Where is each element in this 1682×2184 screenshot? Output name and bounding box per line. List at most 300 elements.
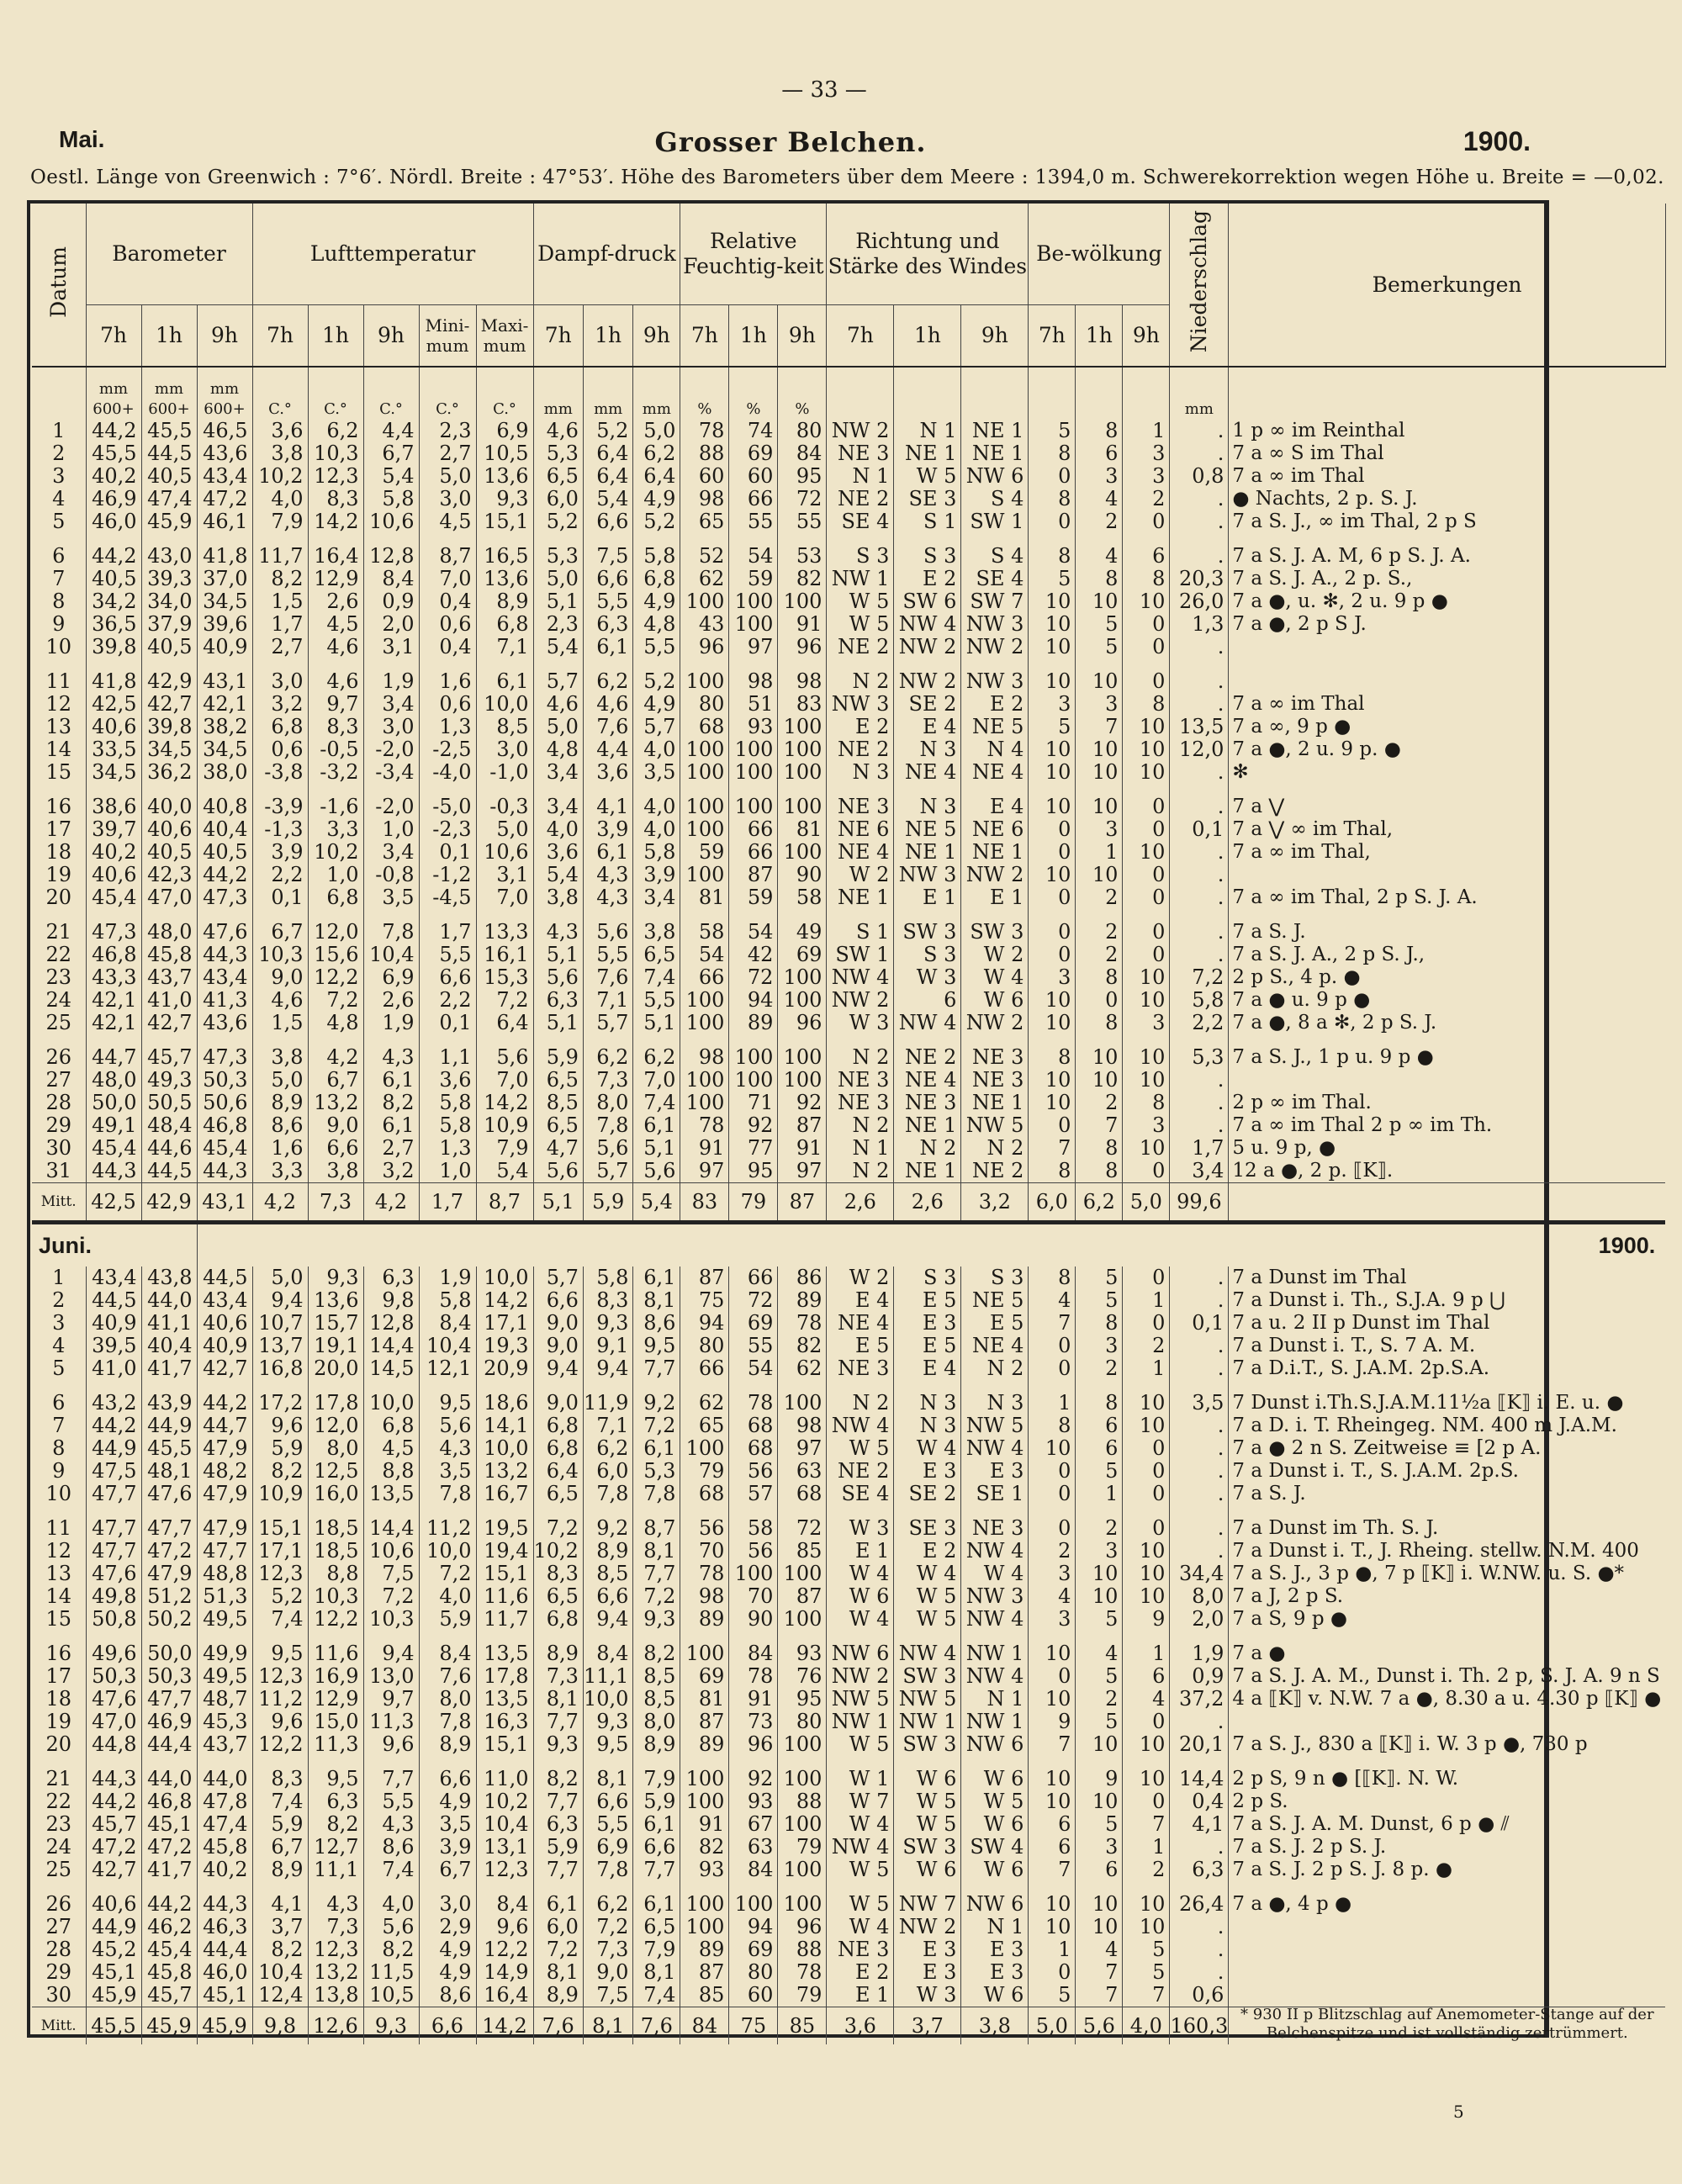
value-cell: 100	[680, 1893, 729, 1916]
value-cell: 7,2	[633, 1585, 680, 1608]
datum-cell: 21	[32, 921, 86, 944]
value-cell: 5,4	[533, 636, 583, 658]
value-cell: NW 2	[894, 636, 961, 658]
datum-cell: 24	[32, 1836, 86, 1859]
remark-cell: ✻	[1232, 761, 1249, 783]
value-cell: 8,1	[633, 1289, 680, 1312]
value-cell: 59	[729, 568, 778, 590]
value-cell: 95	[778, 1688, 827, 1711]
value-cell: 4,0	[533, 818, 583, 841]
value-cell: 3,9	[583, 818, 632, 841]
value-cell: 0	[1029, 1483, 1076, 1505]
value-cell: 50,3	[86, 1665, 141, 1688]
remark-cell: ● Nachts, 2 p. S. J.	[1232, 488, 1418, 510]
value-cell: 0	[1123, 864, 1170, 886]
value-cell: 88	[680, 442, 729, 465]
value-cell: 2,7	[363, 1137, 419, 1160]
value-cell: 6,2	[308, 420, 363, 442]
value-cell: 9,0	[583, 1961, 632, 1984]
value-cell: 81	[680, 1688, 729, 1711]
value-cell: 5	[1076, 1460, 1123, 1483]
table-row	[32, 1813, 1665, 1836]
value-cell: 5	[1029, 1984, 1076, 2007]
value-cell: 0	[1029, 465, 1076, 488]
value-cell: W 2	[827, 864, 894, 886]
value-cell: 0,6	[419, 613, 476, 636]
value-cell: 5,8	[419, 1114, 476, 1137]
value-cell: 12,4	[252, 1984, 308, 2007]
value-cell: 10,2	[476, 1790, 533, 1813]
feuchtigkeit-header: Relative Feuchtig-keit	[680, 204, 827, 305]
value-cell: 5	[1076, 1608, 1123, 1631]
value-cell: NW 4	[961, 1540, 1029, 1563]
value-cell: 3,8	[252, 1046, 308, 1069]
value-cell: 40,4	[141, 1335, 197, 1357]
value-cell: NE 1	[894, 1114, 961, 1137]
value-cell: 4,0	[633, 818, 680, 841]
value-cell: 10	[1123, 1733, 1170, 1756]
value-cell: 91	[778, 613, 827, 636]
datum-cell: 29	[32, 1961, 86, 1984]
time-header: 9h	[363, 305, 419, 368]
units-row	[32, 367, 1665, 420]
value-cell: 100	[729, 796, 778, 818]
value-cell: 47,6	[141, 1483, 197, 1505]
group-gap	[32, 909, 1665, 921]
value-cell: 4,6	[308, 636, 363, 658]
value-cell: 44,9	[141, 1415, 197, 1437]
remark-cell: 7 a S. J. A. M. Dunst, 6 p ● ⫽	[1232, 1813, 1510, 1835]
value-cell: .	[1170, 1114, 1229, 1137]
value-cell: 0	[1029, 1665, 1076, 1688]
value-cell: 70	[729, 1585, 778, 1608]
table-row	[32, 545, 1665, 568]
value-cell: 6,1	[633, 1893, 680, 1916]
value-cell: 2,0	[1170, 1608, 1229, 1631]
value-cell: 5,4	[533, 864, 583, 886]
table-row	[32, 761, 1665, 784]
value-cell: 11,3	[308, 1733, 363, 1756]
value-cell: 45,5	[141, 1437, 197, 1460]
value-cell: 44,3	[197, 944, 252, 966]
remark-cell: 2 p ∞ im Thal.	[1232, 1092, 1372, 1113]
value-cell: 2	[1123, 1335, 1170, 1357]
time-header: 1h	[1076, 305, 1123, 368]
value-cell: 8,5	[583, 1563, 632, 1585]
remark-cell: 7 a S. J. A. M, 6 p S. J. A.	[1232, 545, 1471, 567]
value-cell: 10	[1029, 761, 1076, 784]
value-cell: 0	[1029, 1335, 1076, 1357]
value-cell: 69	[729, 442, 778, 465]
value-cell: 0	[1123, 613, 1170, 636]
value-cell: NW 5	[961, 1415, 1029, 1437]
value-cell: 89	[680, 1938, 729, 1961]
value-cell: E 5	[827, 1335, 894, 1357]
value-cell: .	[1170, 796, 1229, 818]
value-cell: 36,2	[141, 761, 197, 784]
value-cell: E 5	[894, 1289, 961, 1312]
value-cell: 100	[778, 1392, 827, 1415]
value-cell: 4,2	[308, 1046, 363, 1069]
value-cell: 99,6	[1170, 1183, 1229, 1223]
value-cell: 41,0	[86, 1357, 141, 1380]
value-cell: 44,4	[197, 1938, 252, 1961]
value-cell: 33,5	[86, 738, 141, 761]
value-cell: 7,7	[363, 1768, 419, 1790]
value-cell: 44,3	[86, 1768, 141, 1790]
value-cell: 5,8	[419, 1092, 476, 1114]
value-cell: 4	[1076, 1938, 1123, 1961]
value-cell: NE 1	[894, 841, 961, 864]
value-cell: 68	[729, 1415, 778, 1437]
value-cell: 0	[1029, 921, 1076, 944]
value-cell: 2,3	[533, 613, 583, 636]
value-cell: NE 6	[961, 818, 1029, 841]
value-cell: 83	[680, 1183, 729, 1223]
time-header: 7h	[86, 305, 141, 368]
value-cell: 50,3	[141, 1665, 197, 1688]
datum-cell: Mitt.	[32, 1183, 86, 1223]
value-cell: 8	[1029, 1046, 1076, 1069]
value-cell: 40,2	[86, 841, 141, 864]
value-cell: 5,4	[476, 1160, 533, 1183]
value-cell: .	[1170, 636, 1229, 658]
unit-cell	[1076, 367, 1123, 420]
value-cell: 88	[778, 1790, 827, 1813]
value-cell: 12,8	[363, 1312, 419, 1335]
value-cell: SW 3	[894, 1836, 961, 1859]
datum-cell: 7	[32, 568, 86, 590]
value-cell: 2,0	[363, 613, 419, 636]
value-cell: 8,6	[252, 1114, 308, 1137]
value-cell: 55	[778, 510, 827, 533]
value-cell: NE 3	[961, 1046, 1029, 1069]
remark-cell: 7 a D. i. T. Rheingeg. NM. 400 m J.A.M.	[1232, 1415, 1617, 1436]
value-cell: 8	[1029, 488, 1076, 510]
datum-cell: 1	[32, 420, 86, 442]
value-cell: 100	[680, 590, 729, 613]
value-cell: 57	[729, 1483, 778, 1505]
value-cell: 9	[1123, 1608, 1170, 1631]
value-cell: 1,3	[1170, 613, 1229, 636]
value-cell: 6,0	[1029, 1183, 1076, 1223]
value-cell: .	[1170, 1460, 1229, 1483]
value-cell: 8	[1076, 1392, 1123, 1415]
value-cell: 12,5	[308, 1460, 363, 1483]
value-cell: 48,1	[141, 1460, 197, 1483]
june-label: Juni.	[32, 1223, 197, 1267]
value-cell: 87	[778, 1585, 827, 1608]
value-cell: 51	[729, 693, 778, 716]
value-cell: .	[1170, 1267, 1229, 1289]
value-cell: 100	[778, 841, 827, 864]
value-cell: 78	[778, 1312, 827, 1335]
value-cell: .	[1170, 1540, 1229, 1563]
value-cell: -1,2	[419, 864, 476, 886]
value-cell: 44,2	[197, 1392, 252, 1415]
unit-cell: C.°	[476, 367, 533, 420]
value-cell: W 6	[961, 989, 1029, 1012]
value-cell: SE 2	[894, 1483, 961, 1505]
value-cell: 40,0	[141, 796, 197, 818]
value-cell: 45,9	[141, 2007, 197, 2045]
value-cell: 8,2	[308, 1813, 363, 1836]
value-cell: 43,6	[197, 442, 252, 465]
value-cell: 6,7	[252, 921, 308, 944]
value-cell: 8,2	[252, 568, 308, 590]
value-cell: 0,1	[252, 886, 308, 909]
value-cell: -4,5	[419, 886, 476, 909]
table-row	[32, 1711, 1665, 1733]
value-cell: 3,4	[1170, 1160, 1229, 1183]
value-cell: 87	[729, 864, 778, 886]
value-cell: 8,3	[308, 716, 363, 738]
value-cell: 4,0	[419, 1585, 476, 1608]
value-cell: 10	[1076, 1069, 1123, 1092]
value-cell: E 4	[827, 1289, 894, 1312]
value-cell: 49	[778, 921, 827, 944]
value-cell: 44,0	[197, 1768, 252, 1790]
value-cell: 100	[778, 761, 827, 784]
value-cell: 82	[778, 1335, 827, 1357]
value-cell: 8,5	[633, 1665, 680, 1688]
datum-cell: 1	[32, 1267, 86, 1289]
value-cell: 16,8	[252, 1357, 308, 1380]
value-cell: 72	[778, 488, 827, 510]
value-cell: 10	[1076, 761, 1123, 784]
value-cell: 80	[729, 1961, 778, 1984]
value-cell: 5,0	[533, 568, 583, 590]
value-cell: 10,4	[419, 1335, 476, 1357]
value-cell: 8,4	[583, 1642, 632, 1665]
value-cell: 8,0	[583, 1092, 632, 1114]
value-cell: 85	[778, 2007, 827, 2045]
datum-cell: 21	[32, 1768, 86, 1790]
value-cell: 9,5	[633, 1335, 680, 1357]
value-cell: 100	[778, 1893, 827, 1916]
table-row	[32, 1267, 1665, 1289]
datum-cell: 11	[32, 1517, 86, 1540]
value-cell: 81	[778, 818, 827, 841]
value-cell: 7,9	[633, 1938, 680, 1961]
value-cell: 1	[1123, 1642, 1170, 1665]
value-cell: S 4	[961, 545, 1029, 568]
value-cell: 5	[1029, 420, 1076, 442]
value-cell: 8,2	[252, 1460, 308, 1483]
value-cell: 7,4	[633, 1984, 680, 2007]
value-cell: 42,1	[86, 989, 141, 1012]
value-cell: E 3	[894, 1938, 961, 1961]
value-cell: 1,7	[1170, 1137, 1229, 1160]
value-cell: 7,5	[583, 545, 632, 568]
unit-cell	[32, 367, 86, 420]
value-cell: 7,8	[419, 1483, 476, 1505]
value-cell: 10	[1029, 1092, 1076, 1114]
value-cell: 47,5	[86, 1460, 141, 1483]
value-cell: 16,3	[476, 1711, 533, 1733]
value-cell: 3,0	[419, 488, 476, 510]
unit-cell: mm	[533, 367, 583, 420]
value-cell: 5,4	[633, 1183, 680, 1223]
value-cell: 6,2	[583, 1046, 632, 1069]
value-cell: N 3	[827, 761, 894, 784]
value-cell: 5,8	[419, 1289, 476, 1312]
value-cell: 75	[729, 2007, 778, 2045]
value-cell: 0	[1123, 1312, 1170, 1335]
value-cell: 12,0	[1170, 738, 1229, 761]
value-cell: NE 3	[894, 1092, 961, 1114]
group-gap	[32, 1756, 1665, 1768]
value-cell: 7,2	[419, 1563, 476, 1585]
value-cell: 49,3	[141, 1069, 197, 1092]
value-cell: 7,8	[583, 1859, 632, 1881]
remark-cell: 4 a ⟦K⟧ v. N.W. 7 a ●, 8.30 a u. 4.30 p ⟦K⟧ ●	[1232, 1688, 1662, 1710]
value-cell: 8,0	[308, 1437, 363, 1460]
value-cell: 5	[1076, 613, 1123, 636]
value-cell: 68	[729, 1437, 778, 1460]
value-cell: 79	[729, 1183, 778, 1223]
table-row	[32, 1460, 1665, 1483]
value-cell: 47,3	[197, 1046, 252, 1069]
value-cell: 2,3	[419, 420, 476, 442]
value-cell: 44,2	[86, 420, 141, 442]
value-cell: 9,7	[363, 1688, 419, 1711]
value-cell: 8	[1029, 1415, 1076, 1437]
value-cell: 11,1	[308, 1859, 363, 1881]
value-cell: 7,3	[308, 1183, 363, 1223]
value-cell: 6	[1076, 1437, 1123, 1460]
value-cell: 68	[680, 1483, 729, 1505]
value-cell: 58	[729, 1517, 778, 1540]
value-cell: 75	[680, 1289, 729, 1312]
value-cell: 54	[680, 944, 729, 966]
value-cell: SW 3	[961, 921, 1029, 944]
value-cell: 9,5	[252, 1642, 308, 1665]
value-cell: 43,6	[197, 1012, 252, 1034]
value-cell: 13,0	[363, 1665, 419, 1688]
value-cell: 39,3	[141, 568, 197, 590]
value-cell: 8	[1029, 1160, 1076, 1183]
value-cell: 53	[778, 545, 827, 568]
value-cell: 17,8	[476, 1665, 533, 1688]
value-cell: 44,7	[197, 1415, 252, 1437]
value-cell: 8,4	[419, 1312, 476, 1335]
value-cell: W 7	[827, 1790, 894, 1813]
value-cell: E 2	[894, 568, 961, 590]
value-cell: 56	[729, 1460, 778, 1483]
value-cell: 43,1	[197, 670, 252, 693]
value-cell: 5,2	[252, 1585, 308, 1608]
value-cell: 6,4	[583, 465, 632, 488]
value-cell: 89	[778, 1289, 827, 1312]
value-cell: SE 4	[827, 510, 894, 533]
bemerkungen-header: Bemerkungen	[1229, 204, 1665, 367]
value-cell: 44,5	[197, 1267, 252, 1289]
value-cell: 3,5	[633, 761, 680, 784]
value-cell: 8,5	[533, 1092, 583, 1114]
table-row	[32, 1916, 1665, 1938]
value-cell: 3	[1123, 442, 1170, 465]
value-cell: 5,2	[583, 420, 632, 442]
value-cell: .	[1170, 921, 1229, 944]
value-cell: 1,7	[419, 1183, 476, 1223]
datum-cell: 16	[32, 796, 86, 818]
value-cell: 7,7	[533, 1711, 583, 1733]
bewolkung-header: Be-wölkung	[1029, 204, 1170, 305]
unit-cell: C.°	[419, 367, 476, 420]
value-cell: 96	[778, 636, 827, 658]
value-cell: 3,6	[583, 761, 632, 784]
value-cell: 96	[778, 1012, 827, 1034]
value-cell: 2	[1076, 886, 1123, 909]
value-cell: N 2	[894, 1137, 961, 1160]
value-cell: 3	[1123, 1114, 1170, 1137]
value-cell: 13,5	[476, 1642, 533, 1665]
datum-cell: 15	[32, 761, 86, 784]
value-cell: N 3	[961, 1392, 1029, 1415]
value-cell: 6,1	[583, 636, 632, 658]
value-cell: 45,4	[141, 1938, 197, 1961]
value-cell: 2	[1076, 1517, 1123, 1540]
value-cell: 37,0	[197, 568, 252, 590]
value-cell: 10	[1123, 716, 1170, 738]
value-cell: N 2	[827, 1046, 894, 1069]
group-gap	[32, 1631, 1665, 1642]
value-cell: 8,2	[363, 1092, 419, 1114]
value-cell: SW 3	[894, 1733, 961, 1756]
value-cell: SW 1	[961, 510, 1029, 533]
value-cell: W 5	[827, 613, 894, 636]
value-cell: 0	[1123, 796, 1170, 818]
value-cell: 34,5	[86, 761, 141, 784]
value-cell: 93	[680, 1859, 729, 1881]
value-cell: 41,0	[141, 989, 197, 1012]
value-cell: .	[1170, 886, 1229, 909]
value-cell: 10	[1029, 1642, 1076, 1665]
value-cell: 7,2	[583, 1916, 632, 1938]
value-cell: 6,0	[533, 1916, 583, 1938]
value-cell: 7,8	[419, 1711, 476, 1733]
value-cell: 4,0	[363, 1893, 419, 1916]
value-cell: 100	[680, 1069, 729, 1092]
value-cell: 56	[680, 1517, 729, 1540]
value-cell: N 2	[961, 1357, 1029, 1380]
unit-cell	[827, 367, 894, 420]
value-cell: 7,3	[308, 1916, 363, 1938]
value-cell: 5,0	[252, 1069, 308, 1092]
value-cell: SE 3	[894, 1517, 961, 1540]
june-year: 1900.	[1229, 1223, 1665, 1267]
remark-cell: 7 a S. J.	[1232, 1483, 1306, 1504]
value-cell: 4,0	[252, 488, 308, 510]
value-cell: .	[1170, 488, 1229, 510]
value-cell: 100	[680, 989, 729, 1012]
table-row	[32, 1114, 1665, 1137]
value-cell: SW 1	[827, 944, 894, 966]
value-cell: 93	[729, 1790, 778, 1813]
value-cell: 10	[1076, 1916, 1123, 1938]
value-cell: 3,0	[252, 670, 308, 693]
value-cell: 5,2	[533, 510, 583, 533]
value-cell: 11,9	[583, 1392, 632, 1415]
value-cell: 7,8	[363, 921, 419, 944]
value-cell: 47,8	[197, 1790, 252, 1813]
datum-cell: 27	[32, 1069, 86, 1092]
value-cell: 84	[729, 1642, 778, 1665]
value-cell: 0	[1123, 510, 1170, 533]
value-cell: 4,6	[583, 693, 632, 716]
value-cell: NW 3	[961, 670, 1029, 693]
